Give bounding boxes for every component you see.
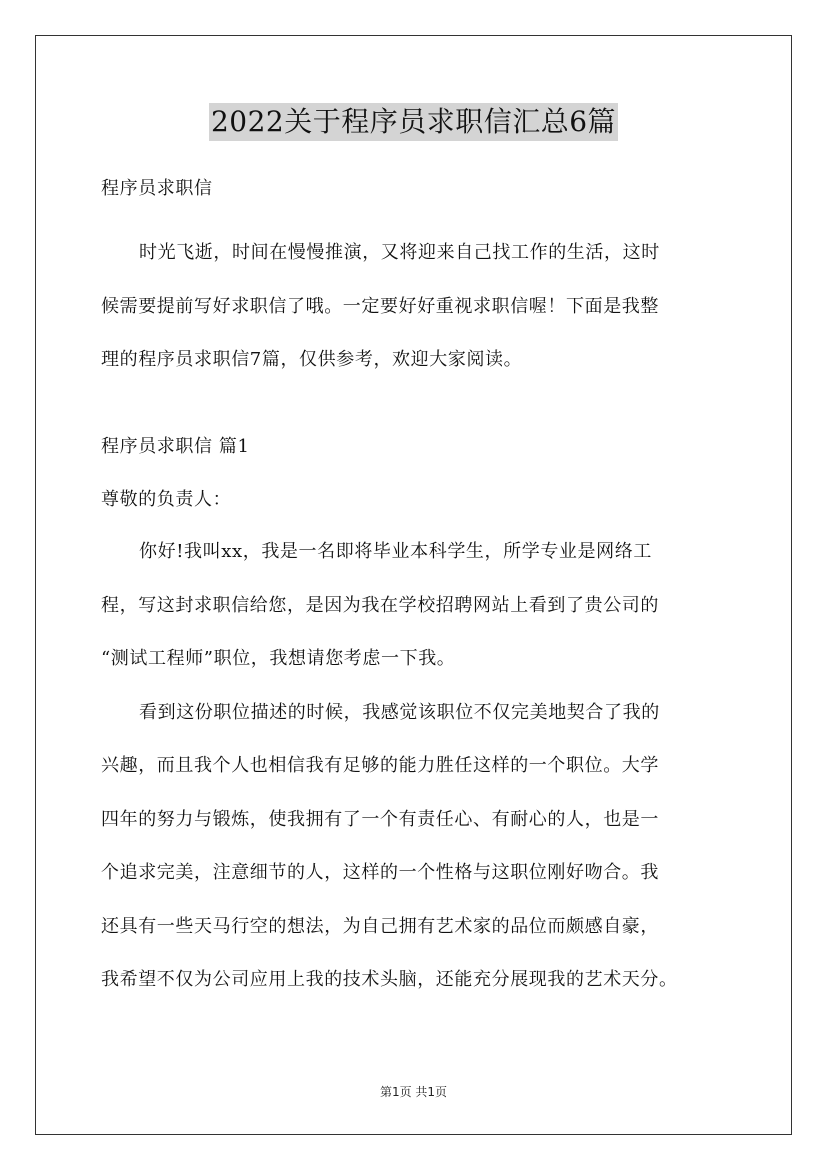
paragraph-line: 我希望不仅为公司应用上我的技术头脑，还能充分展现我的艺术天分。	[101, 969, 678, 990]
document-body	[101, 174, 731, 1007]
paragraph-line: 程，写这封求职信给您，是因为我在学校招聘网站上看到了贵公司的	[101, 594, 659, 616]
paragraph-line: “测试工程师”职位，我想请您考虑一下我。	[101, 648, 456, 669]
paragraph-line: 你好!我叫xx，我是一名即将毕业本科学生，所学专业是网络工	[139, 541, 652, 562]
paragraph-1	[101, 525, 731, 686]
document-title: 2022关于程序员求职信汇总6篇	[209, 103, 618, 141]
intro-line: 理的程序员求职信7篇，仅供参考，欢迎大家阅读。	[101, 349, 523, 370]
page-footer: 第1页 共1页	[379, 1085, 448, 1099]
salutation: 尊敬的负责人：	[101, 489, 232, 510]
title-container	[0, 103, 827, 141]
intro-line: 时光飞逝，时间在慢慢推演，又将迎来自己找工作的生活，这时	[139, 242, 660, 263]
intro-line: 候需要提前写好求职信了哦。一定要好好重视求职信喔！下面是我整	[101, 295, 659, 317]
paragraph-line: 兴趣，而且我个人也相信我有足够的能力胜任这样的一个职位。大学	[101, 755, 659, 776]
paragraph-line: 个追求完美，注意细节的人，这样的一个性格与这职位刚好吻合。我	[101, 862, 659, 883]
intro-paragraph	[101, 226, 731, 387]
paragraph-2	[101, 686, 731, 1007]
paragraph-line: 还具有一些天马行空的想法，为自己拥有艺术家的品位而颇感自豪，	[101, 915, 659, 937]
paragraph-line: 看到这份职位描述的时候，我感觉该职位不仅完美地契合了我的	[139, 701, 660, 723]
article-heading: 程序员求职信 篇1	[101, 435, 250, 457]
section-heading: 程序员求职信	[101, 178, 213, 199]
paragraph-line: 四年的努力与锻炼，使我拥有了一个有责任心、有耐心的人，也是一	[101, 808, 659, 830]
